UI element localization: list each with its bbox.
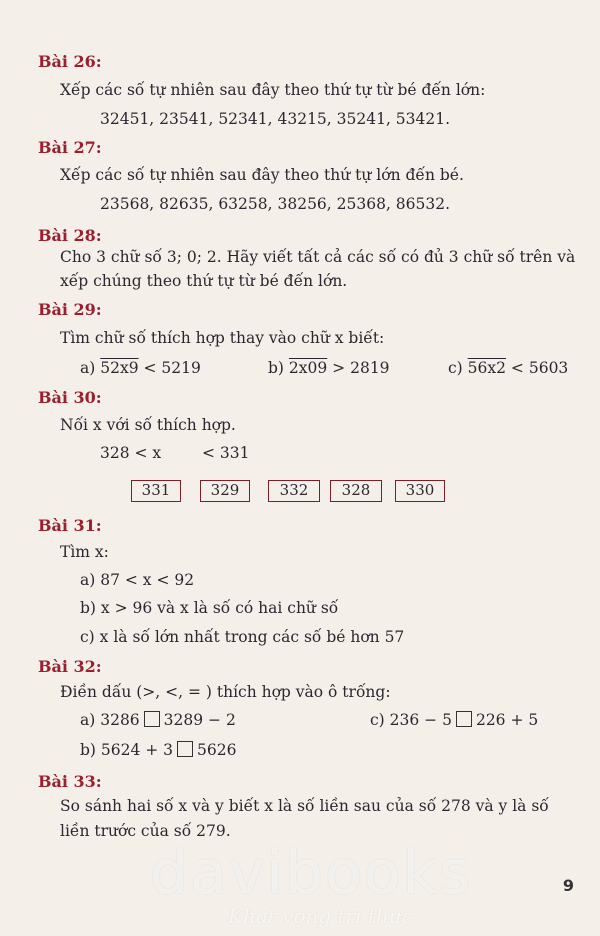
exercise-29-a [80,359,201,377]
exercise-29-a-label: a) [80,359,96,377]
exercise-29-title: Bài 29: [38,300,102,319]
exercise-32-b-right: 5626 [197,741,237,759]
exercise-28-line1: Cho 3 chữ số 3; 0; 2. Hãy viết tất cả các số có đủ 3 chữ số trên và [60,248,576,266]
exercise-27-numbers: 23568, 82635, 63258, 38256, 25368, 86532. [100,195,451,213]
option-box-330: 330 [395,480,445,502]
option-box-329: 329 [200,480,250,502]
exercise-32-c-left: c) 236 − 5 [370,711,452,729]
exercise-31-title: Bài 31: [38,516,102,535]
option-box-331: 331 [131,480,181,502]
answer-blank-box[interactable] [177,741,193,757]
exercise-32-c [370,711,538,729]
exercise-29-c [448,359,568,377]
watermark-tagline: Khát vọng tri thức [228,904,413,928]
option-box-332: 332 [268,480,320,502]
exercise-26-title: Bài 26: [38,52,102,71]
exercise-30-left-inequality: 328 < x [100,444,162,462]
exercise-28-line2: xếp chúng theo thứ tự từ bé đến lớn. [60,272,348,290]
exercise-32-text: Điền dấu (>, <, = ) thích hợp vào ô trống: [60,683,391,701]
exercise-30-text: Nối x với số thích hợp. [60,416,236,434]
exercise-32-a [80,711,236,729]
exercise-26-text: Xếp các số tự nhiên sau đây theo thứ tự từ bé đến lớn: [60,81,486,99]
exercise-31-b: b) x > 96 và x là số có hai chữ số [80,599,339,617]
answer-blank-box[interactable] [456,711,472,727]
exercise-29-text: Tìm chữ số thích hợp thay vào chữ x biết: [60,329,385,347]
exercise-32-a-right: 3289 − 2 [163,711,236,729]
exercise-31-text: Tìm x: [60,543,109,561]
exercise-31-c: c) x là số lớn nhất trong các số bé hơn 57 [80,628,405,646]
exercise-29-a-comparison: < 5219 [138,359,201,377]
exercise-30-right-inequality: < 331 [202,444,250,462]
exercise-32-b-left: b) 5624 + 3 [80,741,174,759]
option-box-328: 328 [330,480,382,502]
exercise-29-b-number: 2x09 [288,359,328,377]
exercise-30-title: Bài 30: [38,388,102,407]
exercise-27-title: Bài 27: [38,138,102,157]
exercise-32-c-right: 226 + 5 [475,711,539,729]
exercise-29-c-comparison: < 5603 [506,359,569,377]
answer-blank-box[interactable] [144,711,160,727]
exercise-29-a-number: 52x9 [100,359,139,377]
exercise-26-numbers: 32451, 23541, 52341, 43215, 35241, 53421. [100,110,451,128]
exercise-29-b-comparison: > 2819 [327,359,390,377]
exercise-29-b [268,359,390,377]
exercise-32-title: Bài 32: [38,657,102,676]
exercise-29-c-number: 56x2 [467,359,506,377]
watermark-brand: davibooks [150,838,473,908]
exercise-31-a: a) 87 < x < 92 [80,571,195,589]
exercise-29-b-label: b) [268,359,284,377]
exercise-27-text: Xếp các số tự nhiên sau đây theo thứ tự lớn đến bé. [60,166,464,184]
page-number: 9 [562,876,574,895]
exercise-33-line2: liền trước của số 279. [60,822,231,840]
exercise-32-a-left: a) 3286 [80,711,140,729]
exercise-33-line1: So sánh hai số x và y biết x là số liền sau của số 278 và y là số [60,797,549,815]
exercise-29-c-label: c) [448,359,463,377]
exercise-32-b [80,741,237,759]
exercise-28-title: Bài 28: [38,226,102,245]
exercise-33-title: Bài 33: [38,772,102,791]
